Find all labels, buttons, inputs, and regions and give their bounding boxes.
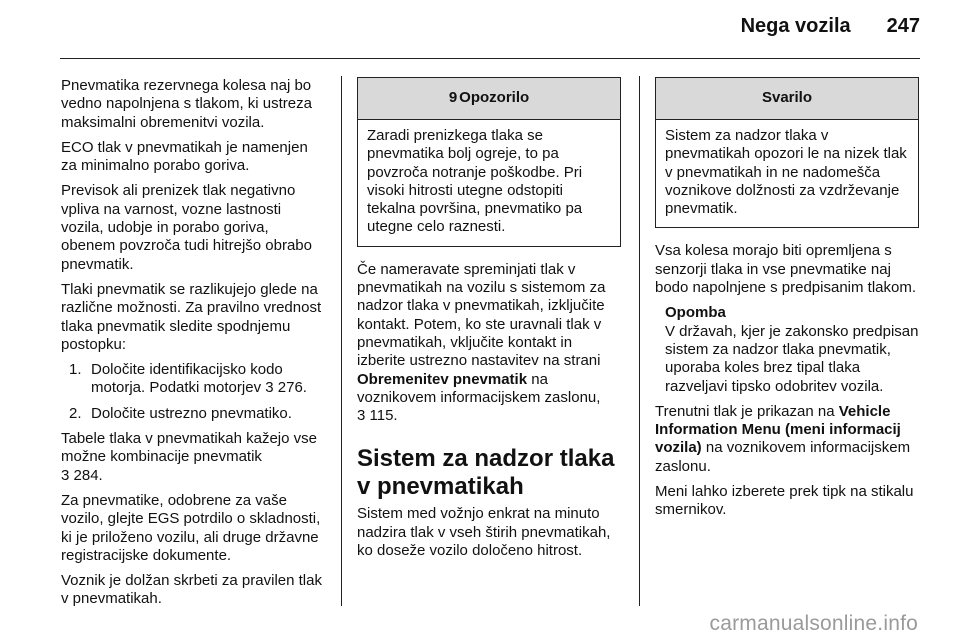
warning-icon: 9 bbox=[448, 89, 458, 107]
warning-body: Zaradi prenizkega tlaka se pnevmatika bolj ogreje, to pa povzroča notranje poškodbe. Pri visoki hitrosti utegne odstopiti tekalna površina, pnevmatiko pa utegne celo raznesti. bbox=[367, 127, 583, 236]
paragraph: Za pnevmatike, odobrene za vaše vozilo, glejte EGS potrdilo o skladnosti, ki je priloženo vozilu, ali druge državne registracijske dokumente. bbox=[61, 491, 321, 564]
warning-title: Opozorilo bbox=[459, 89, 530, 107]
paragraph: Previsok ali prenizek tlak negativno vpliva na varnost, vozne lastnosti vozila, udobje in porabo goriva, obenem povzroča tudi hitrejšo obrabo pnevmatik. bbox=[61, 182, 312, 273]
paragraph: Sistem med vožnjo enkrat na minuto nadzira tlak v vseh štirih pnevmatikah, ko doseže vozilo določeno hitrost. bbox=[357, 505, 611, 560]
paragraph: Trenutni tlak je prikazan na Vehicle Information Menu (meni informacij vozila) na voznikovem informacijskem zaslonu. bbox=[655, 402, 911, 475]
menu-setting-name: Obremenitev pnevmatik bbox=[357, 370, 528, 388]
list-text: Določite ustrezno pnevmatiko. bbox=[91, 404, 292, 422]
caution-box bbox=[655, 77, 919, 228]
paragraph: Če nameravate spreminjati tlak v pnevmatikah na vozilu s sistemom za nadzor tlaka v pnevmatikah, izključite kontakt. Potem, ko ste uravnali tlak v pnevmatikah, vključite kontakt in izberite ustrezno nastavitev na strani Obremenitev pnevmatik na voznikovem informacijskem zaslonu, 3 115. bbox=[357, 260, 606, 425]
section-title: Nega vozila bbox=[740, 15, 851, 37]
paragraph: Tabele tlaka v pnevmatikah kažejo vse možne kombinacije pnevmatik 3 284. bbox=[61, 430, 317, 484]
page-ref-link[interactable]: 115. bbox=[369, 407, 398, 425]
caution-title: Svarilo bbox=[761, 89, 813, 107]
warning-box bbox=[357, 77, 621, 247]
section-heading: Sistem za nadzor tlaka v pnevmatikah bbox=[357, 445, 615, 501]
column-2 bbox=[357, 77, 621, 567]
caution-header bbox=[656, 78, 918, 120]
paragraph: Pnevmatika rezervnega kolesa naj bo vedno napolnjena s tlakom, ki ustreza maksimalni obremenitvi vozila. bbox=[61, 77, 312, 131]
header-rule bbox=[60, 58, 920, 59]
page-header bbox=[741, 14, 920, 38]
column-1 bbox=[61, 77, 325, 616]
ref-arrow-icon: 3 bbox=[61, 466, 70, 484]
note-block bbox=[665, 304, 919, 395]
watermark: carmanualsonline.info bbox=[709, 612, 918, 635]
note-body: V državah, kjer je zakonsko predpisan sistem za nadzor tlaka pnevmatik, uporaba koles brez tipal tlaka razveljavi tipsko odobritev vozila. bbox=[665, 322, 919, 395]
list-item bbox=[69, 361, 325, 398]
column-3 bbox=[655, 77, 919, 527]
paragraph: Vsa kolesa morajo biti opremljena s senzorji tlaka in vse pnevmatike naj bodo napolnjene s predpisanim tlakom. bbox=[655, 242, 916, 297]
paragraph: Voznik je dolžan skrbeti za pravilen tlak v pnevmatikah. bbox=[61, 572, 322, 608]
note-title: Opomba bbox=[665, 304, 726, 322]
caution-body: Sistem za nadzor tlaka v pnevmatikah opozori le na nizek tlak v pnevmatikah in ne nadomešča voznikove dolžnosti za vzdrževanje pnevmatik. bbox=[665, 127, 907, 218]
page-ref-link[interactable]: 284. bbox=[73, 466, 103, 484]
paragraph: ECO tlak v pnevmatikah je namenjen za minimalno porabo goriva. bbox=[61, 138, 308, 175]
list-number: 2. bbox=[69, 404, 82, 422]
ref-arrow-icon: 3 bbox=[265, 379, 274, 397]
page-ref-link[interactable]: 276. bbox=[277, 379, 307, 397]
column-divider bbox=[639, 76, 640, 606]
column-divider bbox=[341, 76, 342, 606]
list-number: 1. bbox=[69, 361, 82, 379]
list-text: Določite identifikacijsko kodo motorja. Podatki motorjev bbox=[91, 361, 283, 397]
warning-header bbox=[358, 78, 620, 120]
page-number: 247 bbox=[886, 15, 920, 37]
list-item bbox=[69, 405, 325, 423]
ref-arrow-icon: 3 bbox=[357, 407, 366, 425]
paragraph: Tlaki pnevmatik se razlikujejo glede na različne možnosti. Za pravilno vrednost tlaka pnevmatik sledite spodnjemu postopku: bbox=[61, 280, 322, 353]
menu-name: Vehicle Information Menu (meni informacij vozila) bbox=[655, 402, 901, 457]
paragraph: Meni lahko izberete prek tipk na stikalu smernikov. bbox=[655, 483, 914, 519]
